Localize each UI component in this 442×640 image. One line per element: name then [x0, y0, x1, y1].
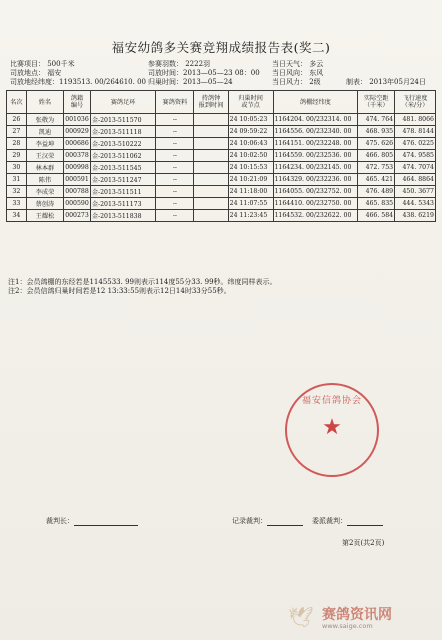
table-cell: 33 [7, 198, 27, 210]
recorder-label: 记录裁判： [232, 517, 267, 525]
wind-direction: 当日风向： 东风 [272, 69, 324, 77]
entries: 参赛羽数： 2222羽 [148, 60, 211, 68]
table-cell: 000590 [64, 198, 91, 210]
table-cell: 30 [7, 162, 27, 174]
table-cell [194, 138, 228, 150]
table-cell: 444. 5343 [395, 198, 436, 210]
table-cell: 478. 8144 [395, 126, 436, 138]
table-cell [194, 114, 228, 126]
table-cell [194, 198, 228, 210]
table-cell: 1164532. 00/232622. 00 [273, 210, 358, 222]
table-cell: 475. 626 [358, 138, 395, 150]
table-cell: 1164151. 00/232248. 00 [273, 138, 358, 150]
star-icon: ★ [322, 415, 342, 440]
results-table [6, 90, 436, 222]
meta-col-1 [10, 60, 146, 87]
table-cell: 陈伟 [26, 174, 63, 186]
table-cell: 000788 [64, 186, 91, 198]
table-cell: 张敬为 [26, 114, 63, 126]
committee-signature [312, 516, 383, 526]
table-cell: 金-2013-511173 [90, 198, 156, 210]
watermark-text: 赛鸽资讯网 [322, 607, 392, 623]
table-cell: 金-2013-510222 [90, 138, 156, 150]
table-cell: 468. 935 [358, 126, 395, 138]
table-cell: 474. 9585 [395, 150, 436, 162]
recorder-signature [232, 516, 303, 526]
table-cell: 24 10:06:43 [228, 138, 273, 150]
page-title: 福安幼鸽多关赛竞翔成绩报告表(奖二) [111, 40, 331, 55]
race-item: 比赛项目： 500千米 [10, 60, 75, 68]
table-cell [194, 174, 228, 186]
referee-line [74, 517, 138, 526]
table-cell: 1164329. 00/232236. 00 [273, 174, 358, 186]
table-cell: -- [156, 174, 194, 186]
table-cell: 金-2013-511511 [90, 186, 156, 198]
table-cell: 466. 805 [358, 150, 395, 162]
table-cell: 28 [7, 138, 27, 150]
column-header: 飞行速度 （米/分） [395, 91, 436, 114]
table-row [7, 162, 436, 174]
table-cell: 29 [7, 150, 27, 162]
table-cell: 1164204. 00/232314. 00 [273, 114, 358, 126]
column-header: 姓名 [26, 91, 63, 114]
table-cell: 1164556. 00/232340. 00 [273, 126, 358, 138]
table-row [7, 114, 436, 126]
table-cell: -- [156, 126, 194, 138]
table-cell [194, 162, 228, 174]
table-cell: -- [156, 114, 194, 126]
table-cell: 000929 [64, 126, 91, 138]
seal-text: 福安信鸽协会 [301, 396, 362, 406]
table-cell: 24 11:07:55 [228, 198, 273, 210]
table-cell: 000378 [64, 150, 91, 162]
table-cell: 李成荣 [26, 186, 63, 198]
table-cell: 438. 6219 [395, 210, 436, 222]
table-cell: 000998 [64, 162, 91, 174]
notes [8, 278, 277, 296]
table-cell: 481. 8066 [395, 114, 436, 126]
table-cell: 465. 835 [358, 198, 395, 210]
table-cell: -- [156, 210, 194, 222]
table-row [7, 126, 436, 138]
table-cell: 1164055. 00/232752. 00 [273, 186, 358, 198]
column-header: 鸽棚经纬度 [273, 91, 358, 114]
table-cell: 465. 421 [358, 174, 395, 186]
table-cell: 27 [7, 126, 27, 138]
print-date: 制表： 2013年05月24日 [346, 78, 426, 86]
table-row [7, 186, 436, 198]
table-cell: 1164410. 00/232750. 00 [273, 198, 358, 210]
column-header: 名次 [7, 91, 27, 114]
table-cell [194, 126, 228, 138]
table-cell: 466. 584 [358, 210, 395, 222]
table-row [7, 174, 436, 186]
watermark [278, 596, 436, 636]
note-1: 注1：会员鸽棚的东经若是1145533. 99则表示114度55分33. 99秒。纬度同样表示。 [8, 278, 277, 286]
column-header: 赛鸽足环 [90, 91, 156, 114]
table-cell: 24 10:15:53 [228, 162, 273, 174]
table-row [7, 138, 436, 150]
meta-col-2 [148, 60, 260, 87]
table-cell: -- [156, 186, 194, 198]
table-cell: 32 [7, 186, 27, 198]
table-cell: 金-2013-511118 [90, 126, 156, 138]
committee-line [347, 517, 383, 526]
table-cell: 24 10:02:50 [228, 150, 273, 162]
release-coords: 司放地经纬度：1193513. 00/264610. 00 [10, 78, 146, 86]
release-time: 司放时间：2013—05—23 08：00 [148, 69, 260, 77]
table-cell: 凯迪 [26, 126, 63, 138]
table-cell: 474. 764 [358, 114, 395, 126]
table-cell: 24 09:59:22 [228, 126, 273, 138]
wind-force: 当日风力： 2级 [272, 78, 321, 86]
table-cell: 472. 753 [358, 162, 395, 174]
committee-label: 委派裁判： [312, 517, 347, 525]
table-cell: 24 10:05:23 [228, 114, 273, 126]
table-cell: 李益坤 [26, 138, 63, 150]
recorder-line [267, 517, 303, 526]
weather: 当日天气： 多云 [272, 60, 324, 68]
homing-date: 归巢时间：2013—05—24 [148, 78, 233, 86]
table-row [7, 150, 436, 162]
table-cell: 1164234. 00/232145. 00 [273, 162, 358, 174]
column-header: 实际空距 （千米） [358, 91, 395, 114]
table-cell: 001036 [64, 114, 91, 126]
table-cell: 金-2013-511062 [90, 150, 156, 162]
table-cell: 24 10:21:09 [228, 174, 273, 186]
table-cell: -- [156, 162, 194, 174]
table-body [7, 114, 436, 222]
table-cell: 24 11:18:00 [228, 186, 273, 198]
table-cell: 蔡创涛 [26, 198, 63, 210]
table-cell: 金-2013-511570 [90, 114, 156, 126]
table-cell: 000686 [64, 138, 91, 150]
table-cell: 000591 [64, 174, 91, 186]
table-cell [194, 210, 228, 222]
referee-label: 裁判长： [46, 517, 74, 525]
table-cell: 24 11:23:45 [228, 210, 273, 222]
column-header: 赛鸽资料 [156, 91, 194, 114]
page-number: 第2页(共2页) [342, 539, 385, 547]
table-cell: 金-2013-511838 [90, 210, 156, 222]
table-cell: 金-2013-511545 [90, 162, 156, 174]
table-header-row [7, 91, 436, 114]
column-header: 归巢时间 或节点 [228, 91, 273, 114]
table-cell: 王耀松 [26, 210, 63, 222]
column-header: 鸽籍 编号 [64, 91, 91, 114]
table-cell: 000273 [64, 210, 91, 222]
table-cell: 金-2013-511247 [90, 174, 156, 186]
watermark-url: www.saige.com [322, 622, 373, 630]
column-header: 持鸽钟 报到时间 [194, 91, 228, 114]
table-cell: 26 [7, 114, 27, 126]
table-cell: 王汉荣 [26, 150, 63, 162]
table-cell: 476. 0225 [395, 138, 436, 150]
table-cell: 34 [7, 210, 27, 222]
note-2: 注2：会员信鸽归巢时间若是12 13:33:55则表示12日14时33分55秒。 [8, 287, 231, 295]
table-cell: 474. 7074 [395, 162, 436, 174]
table-cell: -- [156, 150, 194, 162]
table-cell: 450. 3677 [395, 186, 436, 198]
table-cell: 1164559. 00/232536. 00 [273, 150, 358, 162]
table-cell: 476. 489 [358, 186, 395, 198]
pigeon-icon: 🕊 [288, 605, 314, 629]
meta-col-3 [272, 60, 323, 87]
table-cell: -- [156, 198, 194, 210]
official-seal [285, 383, 379, 477]
table-cell: 林本群 [26, 162, 63, 174]
table-row [7, 198, 436, 210]
table-cell [194, 150, 228, 162]
referee-signature [46, 516, 138, 526]
table-cell: 31 [7, 174, 27, 186]
table-cell [194, 186, 228, 198]
release-location: 司放地点： 福安 [10, 69, 62, 77]
table-cell: 464. 8864 [395, 174, 436, 186]
table-cell: -- [156, 138, 194, 150]
table-row [7, 210, 436, 222]
